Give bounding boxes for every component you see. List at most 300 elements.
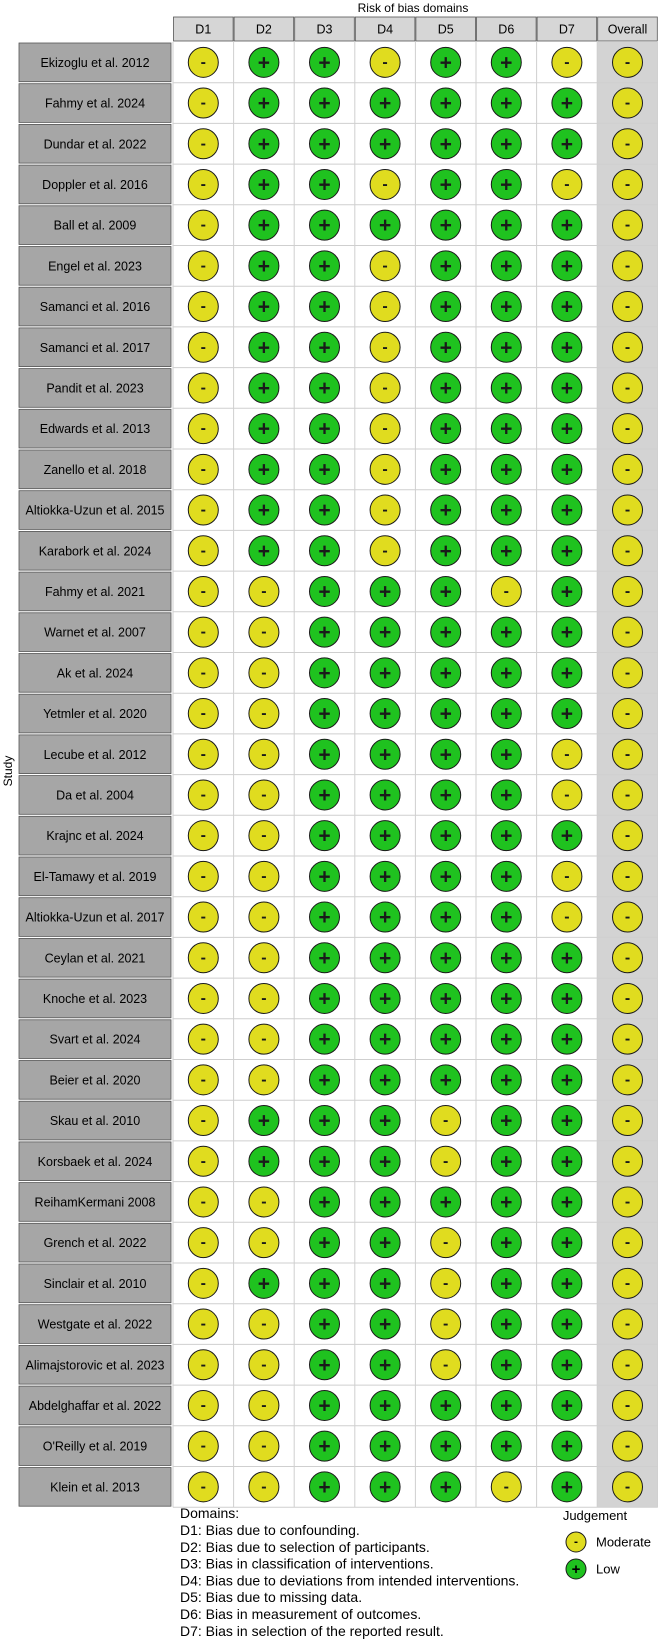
rating-symbol-low: + (500, 1231, 513, 1255)
rating-symbol-low: + (257, 173, 271, 197)
rating-symbol-low: + (378, 1150, 392, 1174)
rating-symbol-moderate: - (624, 989, 631, 1007)
rating-symbol-low: + (378, 702, 392, 726)
rating-symbol-moderate: - (261, 949, 267, 967)
rating-symbol-low: + (318, 946, 331, 970)
rating-symbol-low: + (500, 1272, 513, 1296)
rating-symbol-moderate: - (624, 705, 631, 723)
rating-symbol-low: + (318, 173, 331, 197)
rating-symbol-moderate: - (624, 1478, 631, 1496)
rating-symbol-low: + (318, 1435, 331, 1459)
rating-symbol-moderate: - (200, 338, 206, 356)
rating-symbol-moderate: - (564, 786, 570, 804)
rating-symbol-low: + (560, 1272, 574, 1296)
rating-symbol-moderate: - (261, 582, 267, 600)
study-label: Zanello et al. 2018 (43, 462, 147, 477)
rating-symbol-low: + (500, 1190, 513, 1214)
rating-symbol-moderate: - (382, 542, 388, 560)
rating-symbol-low: + (439, 987, 452, 1011)
rating-symbol-moderate: - (624, 1356, 631, 1374)
rating-symbol-low: + (560, 376, 574, 400)
rating-symbol-moderate: - (200, 298, 206, 316)
rating-symbol-low: + (257, 92, 271, 116)
rating-symbol-low: + (257, 458, 271, 482)
study-label: Fahmy et al. 2024 (44, 96, 146, 111)
rating-symbol-low: + (560, 1435, 574, 1459)
rating-symbol-moderate: - (443, 1315, 449, 1333)
rating-symbol-low: + (560, 1353, 574, 1377)
rating-symbol-low: + (439, 173, 452, 197)
rating-symbol-moderate: - (624, 94, 631, 112)
study-label: Ceylan et al. 2021 (44, 951, 146, 966)
rating-symbol-moderate: - (624, 623, 631, 641)
domain-description: D5: Bias due to missing data. (180, 1589, 363, 1606)
rating-symbol-low: + (378, 1475, 392, 1499)
rating-symbol-low: + (257, 417, 271, 441)
rating-symbol-moderate: - (200, 1234, 206, 1252)
rating-symbol-moderate: - (503, 582, 509, 600)
legend-label-moderate: Moderate (596, 1534, 651, 1550)
domain-description: D4: Bias due to deviations from intended interventions. (180, 1572, 520, 1589)
rating-symbol-low: + (318, 417, 331, 441)
rating-symbol-low: + (500, 132, 513, 156)
rating-symbol-low: + (560, 1190, 574, 1214)
rating-symbol-moderate: - (624, 1315, 631, 1333)
rating-symbol-moderate: - (443, 1274, 449, 1292)
rating-symbol-low: + (378, 580, 392, 604)
rating-symbol-moderate: - (624, 216, 631, 234)
rating-symbol-moderate: - (261, 1234, 267, 1252)
rating-symbol-moderate: - (624, 1234, 631, 1252)
rating-symbol-low: + (378, 1272, 392, 1296)
rating-symbol-moderate: - (261, 623, 267, 641)
rating-symbol-low: + (378, 621, 392, 645)
rating-symbol-low: + (378, 1068, 392, 1092)
rating-symbol-low: + (439, 1475, 452, 1499)
rating-symbol-low: + (500, 51, 513, 75)
column-header-d5: D5 (437, 22, 454, 37)
rating-symbol-moderate: - (624, 1274, 631, 1292)
rating-symbol-low: + (378, 1353, 392, 1377)
rating-symbol-moderate: - (564, 867, 570, 885)
rating-symbol-moderate: - (624, 786, 631, 804)
rating-symbol-low: + (439, 499, 452, 523)
rating-symbol-moderate: - (564, 175, 570, 193)
rating-symbol-low: + (257, 499, 271, 523)
rating-symbol-moderate: - (200, 705, 206, 723)
rating-symbol-low: + (500, 906, 513, 930)
rating-symbol-low: + (318, 1313, 331, 1337)
study-label: Engel et al. 2023 (48, 259, 142, 274)
rating-symbol-low: + (560, 824, 574, 848)
rating-symbol-moderate: - (624, 298, 631, 316)
rating-symbol-low: + (318, 987, 331, 1011)
rating-symbol-low: + (500, 702, 513, 726)
rating-symbol-low: + (500, 1028, 513, 1052)
rating-symbol-low: + (439, 417, 452, 441)
column-header-d1: D1 (195, 22, 212, 37)
rating-symbol-low: + (439, 214, 452, 238)
rating-symbol-moderate: - (261, 1315, 267, 1333)
legend-title: Judgement (562, 1508, 628, 1523)
rating-symbol-low: + (318, 1353, 331, 1377)
rating-symbol-low: + (257, 1109, 271, 1133)
study-label: Samanci et al. 2016 (39, 300, 151, 315)
rating-symbol-low: + (318, 1190, 331, 1214)
rating-symbol-moderate: - (200, 257, 206, 275)
rating-symbol-moderate: - (200, 175, 206, 193)
rating-symbol-low: + (439, 1435, 452, 1459)
rating-symbol-low: + (500, 743, 513, 767)
study-label: Alimajstorovic et al. 2023 (25, 1358, 165, 1373)
rating-symbol-low: + (439, 458, 452, 482)
rating-symbol-moderate: - (200, 1437, 206, 1455)
rating-symbol-moderate: - (564, 53, 570, 71)
rating-symbol-low: + (560, 1394, 574, 1418)
rating-symbol-low: + (378, 987, 392, 1011)
rating-symbol-moderate: - (382, 53, 388, 71)
rating-symbol-moderate: - (624, 379, 631, 397)
rating-symbol-moderate: - (200, 623, 206, 641)
rating-symbol-low: + (378, 1190, 392, 1214)
study-label: Dundar et al. 2022 (43, 137, 147, 152)
rating-symbol-low: + (318, 661, 331, 685)
rating-symbol-moderate: - (261, 1478, 267, 1496)
rating-symbol-low: + (439, 92, 452, 116)
rating-symbol-moderate: - (200, 460, 206, 478)
rating-symbol-low: + (318, 865, 331, 889)
rating-symbol-low: + (560, 1068, 574, 1092)
rating-symbol-low: + (318, 824, 331, 848)
rating-symbol-moderate: - (200, 1193, 206, 1211)
y-axis-label: Study (1, 755, 15, 787)
column-header-d4: D4 (377, 22, 394, 37)
rating-symbol-low: + (439, 743, 452, 767)
study-label: Ball et al. 2009 (53, 218, 137, 233)
rating-symbol-moderate: - (200, 1152, 206, 1170)
rating-symbol-low: + (318, 336, 331, 360)
rating-symbol-low: + (318, 295, 331, 319)
rating-symbol-moderate: - (200, 216, 206, 234)
rating-symbol-low: + (560, 499, 574, 523)
domain-description: D6: Bias in measurement of outcomes. (180, 1606, 422, 1622)
rating-symbol-low: + (318, 92, 331, 116)
rating-symbol-low: + (439, 1394, 452, 1418)
study-label: Korsbaek et al. 2024 (37, 1154, 153, 1169)
rating-symbol-low: + (439, 254, 452, 278)
rating-symbol-low: + (500, 1353, 513, 1377)
rating-symbol-low: + (257, 1150, 271, 1174)
rating-symbol-low: + (378, 1109, 392, 1133)
rating-symbol-low: + (500, 214, 513, 238)
rating-symbol-moderate: - (261, 745, 267, 763)
study-label: Grench et al. 2022 (43, 1236, 147, 1251)
rating-symbol-moderate: - (624, 501, 631, 519)
rating-symbol-low: + (439, 336, 452, 360)
rating-symbol-moderate: - (443, 1234, 449, 1252)
rating-symbol-low: + (378, 946, 392, 970)
domain-description: D3: Bias in classification of interventions. (180, 1555, 434, 1572)
rating-symbol-moderate: - (564, 908, 570, 926)
rating-symbol-low: + (439, 621, 452, 645)
rating-symbol-low: + (560, 214, 574, 238)
rating-symbol-moderate: - (382, 298, 388, 316)
rating-symbol-low: + (318, 1028, 331, 1052)
rating-symbol-moderate: - (200, 94, 206, 112)
rating-symbol-moderate: - (624, 542, 631, 560)
rating-symbol-low: + (257, 336, 271, 360)
rating-symbol-moderate: - (624, 745, 631, 763)
rating-symbol-moderate: - (443, 1356, 449, 1374)
rating-symbol-moderate: - (261, 827, 267, 845)
rating-symbol-moderate: - (200, 542, 206, 560)
rating-symbol-low: + (439, 580, 452, 604)
rating-symbol-moderate: - (200, 53, 206, 71)
rating-symbol-low: + (378, 132, 392, 156)
rating-symbol-moderate: - (200, 501, 206, 519)
rating-symbol-low: + (439, 539, 452, 563)
study-label: Doppler et al. 2016 (42, 177, 148, 192)
rating-symbol-moderate: - (261, 1356, 267, 1374)
domain-description: D7: Bias in selection of the reported result. (180, 1622, 444, 1639)
rating-symbol-low: + (318, 621, 331, 645)
rating-symbol-low: + (318, 132, 331, 156)
study-label: El-Tamawy et al. 2019 (33, 869, 157, 884)
rating-symbol-low: + (560, 1475, 574, 1499)
rating-symbol-low: + (257, 254, 271, 278)
study-label: O'Reilly et al. 2019 (42, 1439, 148, 1454)
rating-symbol-low: + (318, 1109, 331, 1133)
study-label: ReihamKermani 2008 (34, 1195, 156, 1210)
rating-symbol-low: + (500, 173, 513, 197)
rating-symbol-moderate: - (624, 460, 631, 478)
rating-symbol-moderate: - (624, 175, 631, 193)
rating-symbol-low: + (378, 906, 392, 930)
rating-symbol-low: + (378, 1313, 392, 1337)
rating-symbol-low: + (500, 1068, 513, 1092)
rating-symbol-moderate: - (624, 664, 631, 682)
domains-legend (180, 1505, 519, 1639)
legend-label-low: Low (596, 1561, 620, 1577)
study-label: Krajnc et al. 2024 (46, 829, 144, 844)
rating-symbol-low: + (318, 1231, 331, 1255)
rating-symbol-low: + (378, 783, 392, 807)
rating-symbol-low: + (560, 621, 574, 645)
study-label: Yetmler et al. 2020 (43, 707, 147, 722)
rating-symbol-moderate: - (200, 1071, 206, 1089)
rating-symbol-low: + (560, 1150, 574, 1174)
rating-symbol-moderate: - (200, 582, 206, 600)
rating-symbol-moderate: - (624, 949, 631, 967)
rating-symbol-moderate: - (624, 338, 631, 356)
judgement-legend (563, 1508, 651, 1579)
rating-symbol-low: + (560, 1028, 574, 1052)
rating-symbol-moderate: - (382, 175, 388, 193)
rating-symbol-low: + (500, 946, 513, 970)
rating-symbol-low: + (500, 254, 513, 278)
rating-symbol-low: + (500, 824, 513, 848)
rating-symbol-low: + (560, 539, 574, 563)
rating-symbol-moderate: - (382, 460, 388, 478)
rating-symbol-low: + (500, 987, 513, 1011)
domain-header-row (174, 17, 658, 41)
rating-symbol-low: + (560, 132, 574, 156)
rating-symbol-low: + (500, 1435, 513, 1459)
column-header-d2: D2 (255, 22, 272, 37)
rating-symbol-low: + (318, 1068, 331, 1092)
rating-symbol-moderate: - (382, 501, 388, 519)
rating-symbol-moderate: - (261, 1396, 267, 1414)
rating-symbol-moderate: - (200, 135, 206, 153)
legend-symbol-moderate: - (574, 1534, 578, 1549)
rating-symbol-moderate: - (200, 379, 206, 397)
rating-symbol-low: + (257, 214, 271, 238)
rating-symbol-low: + (439, 824, 452, 848)
rating-symbol-moderate: - (261, 1071, 267, 1089)
rating-symbol-moderate: - (261, 867, 267, 885)
rating-symbol-low: + (560, 1109, 574, 1133)
study-label: Abdelghaffar et al. 2022 (28, 1398, 162, 1413)
study-label: Knoche et al. 2023 (42, 991, 148, 1006)
column-header-overall: Overall (607, 22, 648, 37)
rating-symbol-low: + (257, 1272, 271, 1296)
study-label: Fahmy et al. 2021 (44, 584, 146, 599)
rating-symbol-moderate: - (261, 664, 267, 682)
rating-symbol-low: + (318, 743, 331, 767)
rating-symbol-moderate: - (261, 1193, 267, 1211)
study-label: Svart et al. 2024 (49, 1032, 141, 1047)
rating-symbol-low: + (560, 580, 574, 604)
rating-symbol-low: + (439, 906, 452, 930)
rating-symbol-low: + (318, 906, 331, 930)
rating-symbol-low: + (318, 254, 331, 278)
domain-description: D2: Bias due to selection of participants. (180, 1538, 430, 1555)
rating-symbol-low: + (439, 51, 452, 75)
domains-title: Domains: (180, 1505, 240, 1521)
column-header-d7: D7 (558, 22, 575, 37)
rating-symbol-low: + (500, 621, 513, 645)
rating-symbol-low: + (560, 254, 574, 278)
rating-symbol-moderate: - (382, 338, 388, 356)
rating-symbol-moderate: - (261, 908, 267, 926)
rating-symbol-moderate: - (624, 53, 631, 71)
rating-symbol-low: + (318, 214, 331, 238)
rating-symbol-low: + (318, 1272, 331, 1296)
rating-symbol-low: + (500, 458, 513, 482)
rating-symbol-low: + (378, 1435, 392, 1459)
rating-symbol-low: + (500, 1313, 513, 1337)
rating-symbol-moderate: - (624, 908, 631, 926)
rating-symbol-moderate: - (624, 1396, 631, 1414)
rating-symbol-moderate: - (200, 1274, 206, 1292)
rating-symbol-low: + (378, 1231, 392, 1255)
rating-symbol-moderate: - (624, 1071, 631, 1089)
rating-symbol-low: + (560, 1231, 574, 1255)
rating-symbol-moderate: - (624, 135, 631, 153)
rating-symbol-low: + (560, 417, 574, 441)
rating-symbol-low: + (318, 51, 331, 75)
rating-symbol-moderate: - (382, 379, 388, 397)
study-label: Beier et al. 2020 (49, 1073, 141, 1088)
rating-symbol-moderate: - (564, 745, 570, 763)
rating-symbol-moderate: - (624, 257, 631, 275)
rating-symbol-moderate: - (261, 989, 267, 1007)
study-label: Ekizoglu et al. 2012 (40, 55, 150, 70)
rating-symbol-low: + (500, 336, 513, 360)
rating-symbol-low: + (560, 702, 574, 726)
rating-symbol-moderate: - (200, 420, 206, 438)
rating-symbol-low: + (560, 1313, 574, 1337)
rating-symbol-moderate: - (200, 989, 206, 1007)
rating-symbol-moderate: - (624, 1437, 631, 1455)
rating-symbol-moderate: - (200, 1030, 206, 1048)
rating-symbol-low: + (439, 376, 452, 400)
rating-symbol-moderate: - (200, 1478, 206, 1496)
rating-symbol-moderate: - (200, 949, 206, 967)
study-label: Lecube et al. 2012 (43, 747, 147, 762)
rating-symbol-low: + (318, 783, 331, 807)
rating-symbol-low: + (500, 865, 513, 889)
rating-symbol-low: + (560, 458, 574, 482)
rating-symbol-low: + (378, 214, 392, 238)
study-label: Samanci et al. 2017 (39, 340, 151, 355)
rating-symbol-low: + (318, 499, 331, 523)
rating-symbol-low: + (500, 92, 513, 116)
rating-symbol-low: + (318, 376, 331, 400)
rating-symbol-low: + (500, 783, 513, 807)
rating-symbol-moderate: - (382, 257, 388, 275)
rating-symbol-low: + (439, 783, 452, 807)
rating-symbol-low: + (500, 417, 513, 441)
rating-symbol-low: + (500, 376, 513, 400)
rating-symbol-low: + (439, 661, 452, 685)
rating-symbol-low: + (318, 539, 331, 563)
rating-symbol-low: + (560, 92, 574, 116)
study-label: Altiokka-Uzun et al. 2015 (25, 503, 165, 518)
rating-symbol-low: + (318, 1394, 331, 1418)
rating-symbol-moderate: - (200, 786, 206, 804)
study-label: Pandit et al. 2023 (46, 381, 144, 396)
chart-title: Risk of bias domains (357, 1, 469, 15)
study-label: Edwards et al. 2013 (39, 422, 151, 437)
rating-symbol-low: + (500, 661, 513, 685)
study-label: Klein et al. 2013 (50, 1480, 140, 1495)
rating-symbol-low: + (257, 51, 271, 75)
rating-symbol-moderate: - (624, 1152, 631, 1170)
column-header-d6: D6 (498, 22, 515, 37)
rating-symbol-low: + (439, 1028, 452, 1052)
rating-symbol-low: + (500, 539, 513, 563)
rating-symbol-low: + (378, 1394, 392, 1418)
rating-symbol-moderate: - (200, 1396, 206, 1414)
rating-symbol-low: + (257, 539, 271, 563)
rating-symbol-moderate: - (443, 1152, 449, 1170)
study-label: Da et al. 2004 (56, 788, 134, 803)
rating-symbol-low: + (378, 743, 392, 767)
rating-symbol-moderate: - (261, 705, 267, 723)
study-rows (19, 42, 658, 1507)
rating-symbol-moderate: - (624, 1030, 631, 1048)
rating-symbol-low: + (560, 987, 574, 1011)
rating-symbol-low: + (439, 295, 452, 319)
rating-symbol-low: + (257, 295, 271, 319)
rating-symbol-moderate: - (200, 1356, 206, 1374)
rating-symbol-moderate: - (624, 420, 631, 438)
rating-symbol-low: + (560, 946, 574, 970)
rating-symbol-moderate: - (443, 1112, 449, 1130)
rating-symbol-low: + (257, 132, 271, 156)
rating-symbol-low: + (560, 295, 574, 319)
